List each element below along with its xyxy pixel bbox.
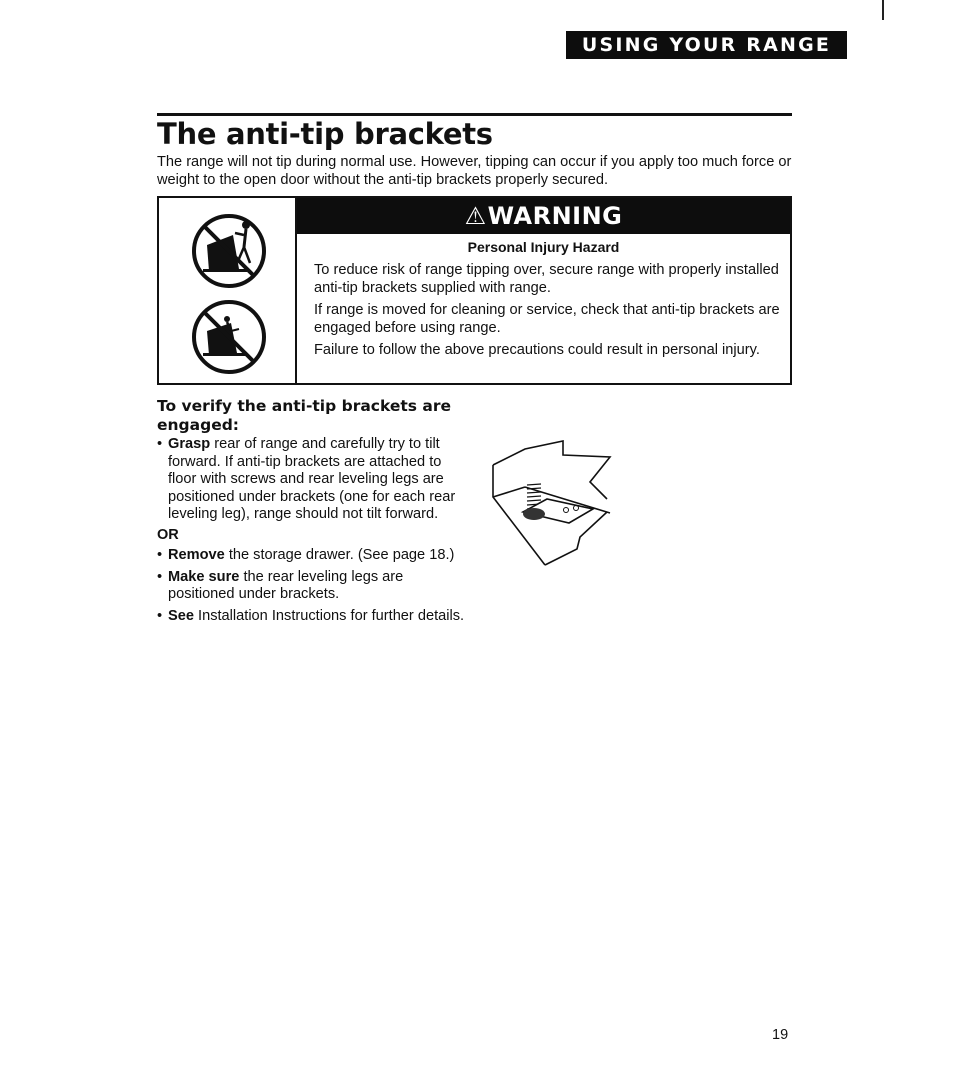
- list-item: • Remove the storage drawer. (See page 18.): [157, 547, 455, 563]
- step-keyword: Remove: [168, 547, 225, 563]
- verify-steps: [157, 436, 467, 625]
- warning-paragraph: If range is moved for cleaning or service, check that anti-tip brackets are engaged before using range.: [314, 302, 780, 336]
- warning-box: [157, 196, 792, 385]
- no-sitting-on-door-icon: [189, 297, 269, 377]
- step-keyword: See: [168, 607, 194, 624]
- list-item: • See Installation Instructions for further details.: [157, 607, 465, 624]
- hazard-title: Personal Injury Hazard: [467, 239, 620, 255]
- page-edge-mark: [882, 0, 884, 20]
- no-standing-on-door-icon: [189, 211, 269, 291]
- list-item: • Grasp rear of range and carefully try to tilt forward. If anti-tip brackets are attached to floor with screws and rear leveling legs are positioned under brackets (one for each rear leveling leg), range should not tilt forward.: [157, 436, 456, 522]
- verify-heading: To verify the anti-tip brackets are engaged:: [157, 397, 452, 434]
- warning-triangle-icon: ⚠: [464, 202, 487, 230]
- section-header-tab: [566, 31, 847, 59]
- page-number: 19: [772, 1027, 789, 1043]
- warning-icons-panel: [159, 198, 297, 383]
- step-text: the rear leveling legs are positioned under brackets.: [168, 568, 404, 602]
- list-item: • Make sure the rear leveling legs are positioned under brackets.: [157, 568, 404, 602]
- warning-paragraph: To reduce risk of range tipping over, secure range with properly installed anti-tip brackets supplied with range.: [314, 262, 779, 296]
- section-header-label: USING YOUR RANGE: [581, 34, 832, 56]
- step-text: rear of range and carefully try to tilt forward. If anti-tip brackets are attached to floor with screws and rear leveling legs are positioned under brackets (one for each rear leveling leg), range should not tilt forward.: [168, 436, 456, 522]
- intro-paragraph: The range will not tip during normal use. However, tipping can occur if you apply too much force or weight to the open door without the anti-tip brackets properly secured.: [157, 154, 792, 188]
- or-separator: OR: [157, 526, 179, 543]
- step-text: Installation Instructions for further details.: [193, 607, 465, 624]
- anti-tip-bracket-illustration: [485, 437, 635, 570]
- title-rule: [157, 113, 792, 116]
- step-keyword: Make sure: [168, 568, 240, 585]
- step-keyword: Grasp: [168, 436, 211, 452]
- step-text: the storage drawer. (See page 18.): [224, 547, 455, 563]
- page-title: The anti-tip brackets: [157, 117, 493, 151]
- warning-header: [297, 198, 790, 234]
- warning-label: WARNING: [487, 202, 623, 230]
- warning-paragraph: Failure to follow the above precautions could result in personal injury.: [314, 342, 760, 358]
